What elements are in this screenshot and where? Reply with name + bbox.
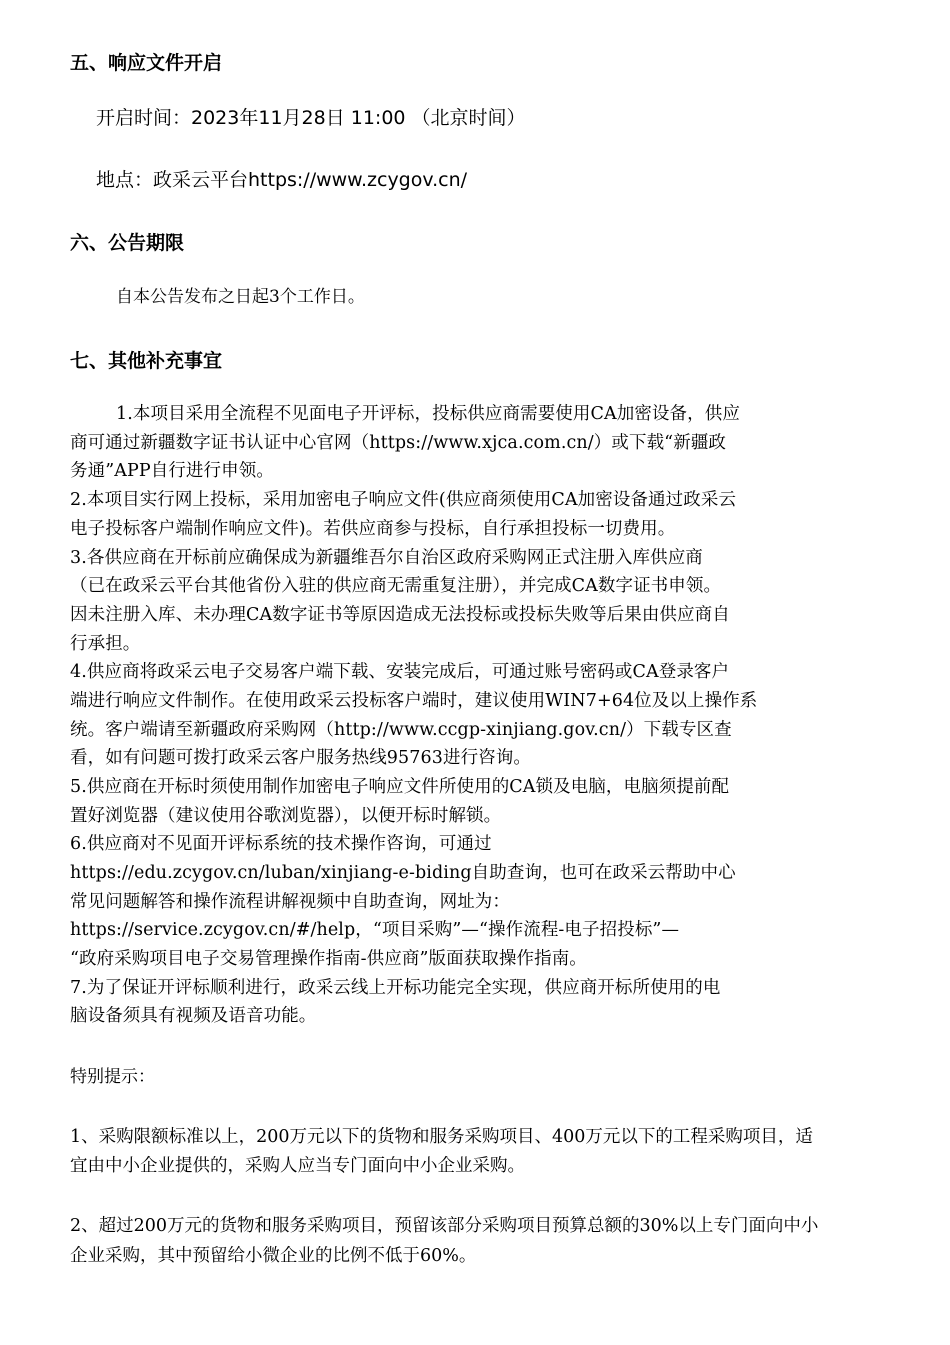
other-matters-line: 置好浏览器（建议使用谷歌浏览器），以便开标时解锁。: [70, 806, 502, 826]
other-matters-line: “政府采购项目电子交易管理操作指南-供应商”版面获取操作指南。: [70, 949, 587, 969]
other-matters-line: 6.供应商对不见面开评标系统的技术操作咨询，可通过: [70, 834, 492, 854]
other-matters-line: 端进行响应文件制作。在使用政采云投标客户端时，建议使用WIN7+64位及以上操作系: [70, 691, 758, 711]
other-matters-line: https://service.zcygov.cn/#/help，“项目采购”—“操作流程-电子招投标”—: [70, 920, 680, 940]
other-matters-line: 电子投标客户端制作响应文件)。若供应商参与投标，自行承担投标一切费用。: [70, 519, 676, 539]
other-matters-line: 4.供应商将政采云电子交易客户端下载、安装完成后，可通过账号密码或CA登录客户: [70, 662, 730, 682]
other-matters-line: 务通”APP自行进行申领。: [70, 461, 274, 481]
other-matters-line: 行承担。: [70, 634, 141, 654]
special-tips-label: 特别提示：: [70, 1067, 155, 1087]
other-matters-line: （已在政采云平台其他省份入驻的供应商无需重复注册），并完成CA数字证书申领。: [70, 576, 722, 596]
section-heading-notice-period: 六、公告期限: [70, 232, 185, 254]
section-heading-other-matters: 七、其他补充事宜: [70, 350, 223, 372]
opening-location: 地点：政采云平台https://www.zcygov.cn/: [96, 169, 468, 191]
other-matters-line: 商可通过新疆数字证书认证中心官网（https://www.xjca.com.cn/）或下载“新疆政: [70, 433, 727, 453]
opening-time: 开启时间：2023年11月28日 11:00 （北京时间）: [96, 107, 526, 129]
other-matters-line: 7.为了保证开评标顺利进行，政采云线上开标功能完全实现，供应商开标所使用的电: [70, 978, 721, 998]
other-matters-line: 1.本项目采用全流程不见面电子开评标，投标供应商需要使用CA加密设备，供应: [116, 404, 740, 424]
special-tip-line: 企业采购，其中预留给小微企业的比例不低于60%。: [70, 1246, 477, 1266]
notice-period-text: 自本公告发布之日起3个工作日。: [116, 287, 365, 307]
other-matters-line: 3.各供应商在开标前应确保成为新疆维吾尔自治区政府采购网正式注册入库供应商: [70, 548, 703, 568]
other-matters-line: 看，如有问题可拨打政采云客户服务热线95763进行咨询。: [70, 748, 531, 768]
other-matters-line: 因未注册入库、未办理CA数字证书等原因造成无法投标或投标失败等后果由供应商自: [70, 605, 730, 625]
other-matters-line: https://edu.zcygov.cn/luban/xinjiang-e-biding自助查询，也可在政采云帮助中心: [70, 863, 736, 883]
other-matters-line: 常见问题解答和操作流程讲解视频中自助查询，网址为：: [70, 892, 510, 912]
section-heading-response-opening: 五、响应文件开启: [70, 52, 223, 74]
other-matters-line: 统。客户端请至新疆政府采购网（http://www.ccgp-xinjiang.gov.cn/）下载专区查: [70, 720, 732, 740]
special-tip-line: 宜由中小企业提供的，采购人应当专门面向中小企业采购。: [70, 1156, 525, 1176]
other-matters-line: 脑设备须具有视频及语音功能。: [70, 1006, 317, 1026]
other-matters-line: 2.本项目实行网上投标，采用加密电子响应文件(供应商须使用CA加密设备通过政采云: [70, 490, 737, 510]
special-tip-line: 1、采购限额标准以上，200万元以下的货物和服务采购项目、400万元以下的工程采购项目，适: [70, 1127, 813, 1147]
special-tip-line: 2、超过200万元的货物和服务采购项目，预留该部分采购项目预算总额的30%以上专门面向中小: [70, 1216, 819, 1236]
other-matters-line: 5.供应商在开标时须使用制作加密电子响应文件所使用的CA锁及电脑，电脑须提前配: [70, 777, 730, 797]
